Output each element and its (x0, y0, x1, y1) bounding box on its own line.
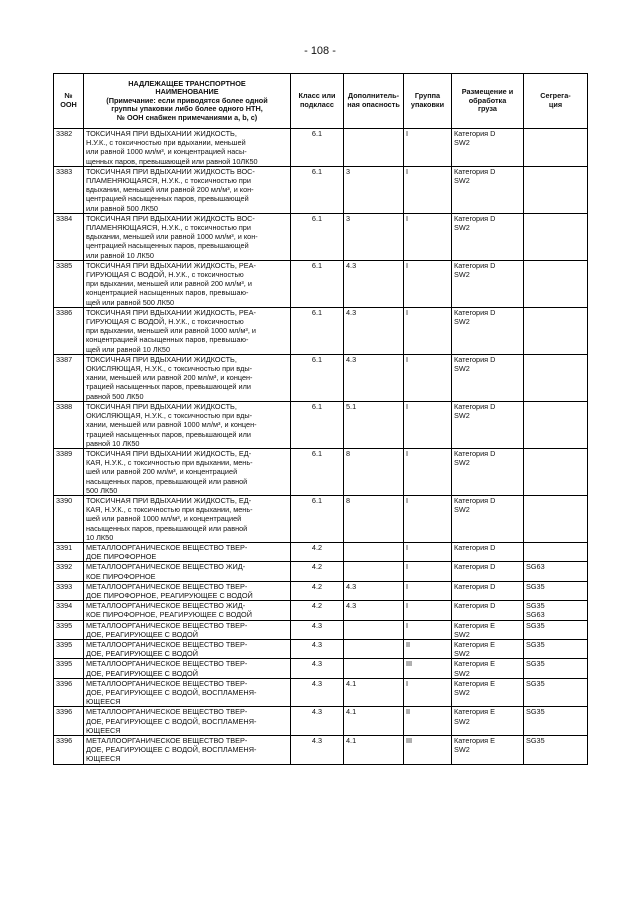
cell-shipping-name: МЕТАЛЛООРГАНИЧЕСКОЕ ВЕЩЕСТВО ТВЕР- ДОЕ, РЕАГИРУЮЩЕЕ С ВОДОЙ, ВОСПЛАМЕНЯ- ЮЩЕЕСЯ (84, 678, 291, 707)
cell-un-number: 3392 (54, 562, 84, 581)
cell-un-number: 3393 (54, 581, 84, 600)
header-class: Класс или подкласс (291, 74, 344, 129)
cell-packing-group: I (404, 354, 452, 401)
cell-subsidiary-risk (344, 639, 404, 658)
header-segregation: Сегрега- ция (524, 74, 588, 129)
table-row (54, 307, 588, 354)
header-packing-group: Группа упаковки (404, 74, 452, 129)
cell-segregation (524, 166, 588, 213)
cell-un-number: 3388 (54, 401, 84, 448)
cell-shipping-name: МЕТАЛЛООРГАНИЧЕСКОЕ ВЕЩЕСТВО ТВЕР- ДОЕ, РЕАГИРУЮЩЕЕ С ВОДОЙ (84, 639, 291, 658)
cell-subsidiary-risk: 4.3 (344, 260, 404, 307)
dangerous-goods-table (53, 73, 588, 765)
cell-subsidiary-risk (344, 620, 404, 639)
cell-subsidiary-risk: 5.1 (344, 401, 404, 448)
cell-segregation: SG35 (524, 620, 588, 639)
cell-subsidiary-risk: 4.3 (344, 307, 404, 354)
cell-segregation (524, 213, 588, 260)
cell-stowage: Категория D SW2 (452, 495, 524, 542)
cell-un-number: 3387 (54, 354, 84, 401)
cell-segregation (524, 448, 588, 495)
cell-subsidiary-risk: 4.3 (344, 581, 404, 600)
cell-class: 4.2 (291, 601, 344, 620)
cell-class: 6.1 (291, 495, 344, 542)
cell-un-number: 3395 (54, 639, 84, 658)
cell-stowage: Категория D SW2 (452, 307, 524, 354)
cell-class: 4.3 (291, 620, 344, 639)
cell-un-number: 3383 (54, 166, 84, 213)
cell-segregation (524, 260, 588, 307)
cell-un-number: 3390 (54, 495, 84, 542)
cell-class: 4.3 (291, 736, 344, 765)
header-un-number: № ООН (54, 74, 84, 129)
cell-subsidiary-risk (344, 562, 404, 581)
page-number: - 108 - (304, 45, 336, 57)
cell-packing-group: III (404, 736, 452, 765)
cell-class: 6.1 (291, 354, 344, 401)
cell-packing-group: I (404, 213, 452, 260)
cell-segregation: SG35 (524, 639, 588, 658)
table-row (54, 736, 588, 765)
table-row (54, 448, 588, 495)
cell-stowage: Категория E SW2 (452, 736, 524, 765)
table-row (54, 354, 588, 401)
cell-packing-group: I (404, 307, 452, 354)
cell-un-number: 3395 (54, 620, 84, 639)
cell-shipping-name: МЕТАЛЛООРГАНИЧЕСКОЕ ВЕЩЕСТВО ЖИД- КОЕ ПИРОФОРНОЕ, РЕАГИРУЮЩЕЕ С ВОДОЙ (84, 601, 291, 620)
cell-un-number: 3382 (54, 129, 84, 167)
table-row (54, 601, 588, 620)
cell-subsidiary-risk (344, 659, 404, 678)
cell-subsidiary-risk: 4.1 (344, 707, 404, 736)
table-row (54, 260, 588, 307)
cell-packing-group: I (404, 581, 452, 600)
cell-packing-group: I (404, 260, 452, 307)
table-row (54, 581, 588, 600)
cell-stowage: Категория D SW2 (452, 401, 524, 448)
cell-stowage: Категория D SW2 (452, 448, 524, 495)
cell-shipping-name: МЕТАЛЛООРГАНИЧЕСКОЕ ВЕЩЕСТВО ТВЕР- ДОЕ ПИРОФОРНОЕ, РЕАГИРУЮЩЕЕ С ВОДОЙ (84, 581, 291, 600)
cell-subsidiary-risk: 8 (344, 495, 404, 542)
cell-stowage: Категория D SW2 (452, 166, 524, 213)
cell-segregation: SG35 (524, 678, 588, 707)
cell-segregation: SG35 (524, 736, 588, 765)
table-row (54, 639, 588, 658)
header-stowage: Размещение и обработка груза (452, 74, 524, 129)
cell-class: 4.2 (291, 562, 344, 581)
cell-packing-group: III (404, 659, 452, 678)
header-subsidiary-risk: Дополнитель- ная опасность (344, 74, 404, 129)
table-row (54, 166, 588, 213)
cell-shipping-name: ТОКСИЧНАЯ ПРИ ВДЫХАНИИ ЖИДКОСТЬ, РЕА- ГИРУЮЩАЯ С ВОДОЙ, Н.У.К., с токсичностью при вдыхании, меньшей или равной 200 мл/м³, и концентрацией насыщенных паров, превышаю- щей или равной 500 ЛК50 (84, 260, 291, 307)
cell-stowage: Категория D SW2 (452, 213, 524, 260)
cell-stowage: Категория D (452, 601, 524, 620)
cell-un-number: 3396 (54, 736, 84, 765)
cell-shipping-name: ТОКСИЧНАЯ ПРИ ВДЫХАНИИ ЖИДКОСТЬ ВОС- ПЛАМЕНЯЮЩАЯСЯ, Н.У.К., с токсичностью при вдыхании, меньшей или равной 1000 мл/м³, и кон- центрацией насыщенных паров, превышающей или равной 10 ЛК50 (84, 213, 291, 260)
cell-stowage: Категория D (452, 542, 524, 561)
cell-un-number: 3396 (54, 707, 84, 736)
cell-class: 6.1 (291, 129, 344, 167)
table-row (54, 401, 588, 448)
cell-class: 4.3 (291, 678, 344, 707)
cell-un-number: 3396 (54, 678, 84, 707)
cell-shipping-name: МЕТАЛЛООРГАНИЧЕСКОЕ ВЕЩЕСТВО ТВЕР- ДОЕ, РЕАГИРУЮЩЕЕ С ВОДОЙ (84, 620, 291, 639)
header-shipping-name: НАДЛЕЖАЩЕЕ ТРАНСПОРТНОЕ НАИМЕНОВАНИЕ (Примечание: если приводятся более одной группы упаковки либо более одного НТН, № ООН снабжен примечаниями a, b, c) (84, 74, 291, 129)
cell-un-number: 3389 (54, 448, 84, 495)
cell-segregation (524, 354, 588, 401)
cell-segregation: SG35 SG63 (524, 601, 588, 620)
cell-subsidiary-risk (344, 542, 404, 561)
cell-stowage: Категория E SW2 (452, 639, 524, 658)
cell-packing-group: I (404, 401, 452, 448)
cell-packing-group: I (404, 129, 452, 167)
cell-segregation: SG63 (524, 562, 588, 581)
table-row (54, 562, 588, 581)
cell-shipping-name: МЕТАЛЛООРГАНИЧЕСКОЕ ВЕЩЕСТВО ТВЕР- ДОЕ, РЕАГИРУЮЩЕЕ С ВОДОЙ (84, 659, 291, 678)
cell-segregation (524, 401, 588, 448)
cell-stowage: Категория D (452, 562, 524, 581)
cell-class: 6.1 (291, 307, 344, 354)
cell-class: 4.2 (291, 581, 344, 600)
cell-segregation: SG35 (524, 707, 588, 736)
cell-un-number: 3394 (54, 601, 84, 620)
cell-segregation (524, 129, 588, 167)
cell-segregation (524, 495, 588, 542)
cell-packing-group: II (404, 707, 452, 736)
cell-stowage: Категория D (452, 581, 524, 600)
cell-packing-group: I (404, 542, 452, 561)
cell-class: 6.1 (291, 166, 344, 213)
cell-stowage: Категория D SW2 (452, 354, 524, 401)
cell-subsidiary-risk: 4.3 (344, 354, 404, 401)
cell-subsidiary-risk: 4.1 (344, 678, 404, 707)
cell-class: 6.1 (291, 260, 344, 307)
cell-subsidiary-risk: 4.3 (344, 601, 404, 620)
cell-subsidiary-risk: 4.1 (344, 736, 404, 765)
cell-segregation: SG35 (524, 659, 588, 678)
cell-subsidiary-risk: 3 (344, 166, 404, 213)
cell-subsidiary-risk: 8 (344, 448, 404, 495)
cell-stowage: Категория E SW2 (452, 678, 524, 707)
cell-subsidiary-risk (344, 129, 404, 167)
cell-class: 4.3 (291, 707, 344, 736)
cell-un-number: 3395 (54, 659, 84, 678)
table-row (54, 129, 588, 167)
cell-subsidiary-risk: 3 (344, 213, 404, 260)
cell-shipping-name: ТОКСИЧНАЯ ПРИ ВДЫХАНИИ ЖИДКОСТЬ ВОС- ПЛАМЕНЯЮЩАЯСЯ, Н.У.К., с токсичностью при вдыхании, меньшей или равной 200 мл/м³, и кон- центрацией насыщенных паров, превышающей или равной 500 ЛК50 (84, 166, 291, 213)
cell-class: 4.3 (291, 639, 344, 658)
cell-stowage: Категория D SW2 (452, 260, 524, 307)
table-row (54, 495, 588, 542)
table-header-row (54, 74, 588, 129)
cell-shipping-name: ТОКСИЧНАЯ ПРИ ВДЫХАНИИ ЖИДКОСТЬ, ОКИСЛЯЮЩАЯ, Н.У.К., с токсичностью при вды- хании, меньшей или равной 200 мл/м³, и концен- трацией насыщенных паров, превышающей или равной 500 ЛК50 (84, 354, 291, 401)
cell-packing-group: I (404, 620, 452, 639)
cell-class: 6.1 (291, 448, 344, 495)
cell-shipping-name: МЕТАЛЛООРГАНИЧЕСКОЕ ВЕЩЕСТВО ТВЕР- ДОЕ, РЕАГИРУЮЩЕЕ С ВОДОЙ, ВОСПЛАМЕНЯ- ЮЩЕЕСЯ (84, 707, 291, 736)
table-row (54, 542, 588, 561)
cell-shipping-name: ТОКСИЧНАЯ ПРИ ВДЫХАНИИ ЖИДКОСТЬ, РЕА- ГИРУЮЩАЯ С ВОДОЙ, Н.У.К., с токсичностью при вдыхании, меньшей или равной 1000 мл/м³, и концентрацией насыщенных паров, превышаю- щей или равной 10 ЛК50 (84, 307, 291, 354)
cell-stowage: Категория E SW2 (452, 707, 524, 736)
cell-un-number: 3384 (54, 213, 84, 260)
cell-stowage: Категория E SW2 (452, 659, 524, 678)
cell-packing-group: I (404, 166, 452, 213)
cell-segregation (524, 307, 588, 354)
table-row (54, 620, 588, 639)
cell-un-number: 3391 (54, 542, 84, 561)
cell-shipping-name: ТОКСИЧНАЯ ПРИ ВДЫХАНИИ ЖИДКОСТЬ, ОКИСЛЯЮЩАЯ, Н.У.К., с токсичностью при вды- хании, меньшей или равной 1000 мл/м³, и концен- трацией насыщенных паров, превышающей или равной 10 ЛК50 (84, 401, 291, 448)
cell-packing-group: II (404, 639, 452, 658)
cell-shipping-name: МЕТАЛЛООРГАНИЧЕСКОЕ ВЕЩЕСТВО ЖИД- КОЕ ПИРОФОРНОЕ (84, 562, 291, 581)
table-row (54, 707, 588, 736)
cell-class: 4.2 (291, 542, 344, 561)
cell-shipping-name: ТОКСИЧНАЯ ПРИ ВДЫХАНИИ ЖИДКОСТЬ, ЕД- КАЯ, Н.У.К., с токсичностью при вдыхании, мень- шей или равной 1000 мл/м³, и концентрацией насыщенных паров, превышающей или равной 10 ЛК50 (84, 495, 291, 542)
table-row (54, 213, 588, 260)
table-row (54, 659, 588, 678)
cell-class: 4.3 (291, 659, 344, 678)
cell-shipping-name: МЕТАЛЛООРГАНИЧЕСКОЕ ВЕЩЕСТВО ТВЕР- ДОЕ, РЕАГИРУЮЩЕЕ С ВОДОЙ, ВОСПЛАМЕНЯ- ЮЩЕЕСЯ (84, 736, 291, 765)
cell-packing-group: I (404, 495, 452, 542)
cell-segregation (524, 542, 588, 561)
cell-packing-group: I (404, 601, 452, 620)
cell-class: 6.1 (291, 401, 344, 448)
cell-stowage: Категория D SW2 (452, 129, 524, 167)
cell-packing-group: I (404, 678, 452, 707)
cell-un-number: 3385 (54, 260, 84, 307)
cell-segregation: SG35 (524, 581, 588, 600)
cell-packing-group: I (404, 562, 452, 581)
table-row (54, 678, 588, 707)
cell-shipping-name: МЕТАЛЛООРГАНИЧЕСКОЕ ВЕЩЕСТВО ТВЕР- ДОЕ ПИРОФОРНОЕ (84, 542, 291, 561)
cell-shipping-name: ТОКСИЧНАЯ ПРИ ВДЫХАНИИ ЖИДКОСТЬ, Н.У.К., с токсичностью при вдыхании, меньшей или равной 1000 мл/м³, и концентрацией насы- щенных паров, превышающей или равной 10ЛК50 (84, 129, 291, 167)
cell-packing-group: I (404, 448, 452, 495)
cell-un-number: 3386 (54, 307, 84, 354)
cell-class: 6.1 (291, 213, 344, 260)
cell-shipping-name: ТОКСИЧНАЯ ПРИ ВДЫХАНИИ ЖИДКОСТЬ, ЕД- КАЯ, Н.У.К., с токсичностью при вдыхании, мень- шей или равной 200 мл/м³, и концентрацией насыщенных паров, превышающей или равной 500 ЛК50 (84, 448, 291, 495)
cell-stowage: Категория E SW2 (452, 620, 524, 639)
